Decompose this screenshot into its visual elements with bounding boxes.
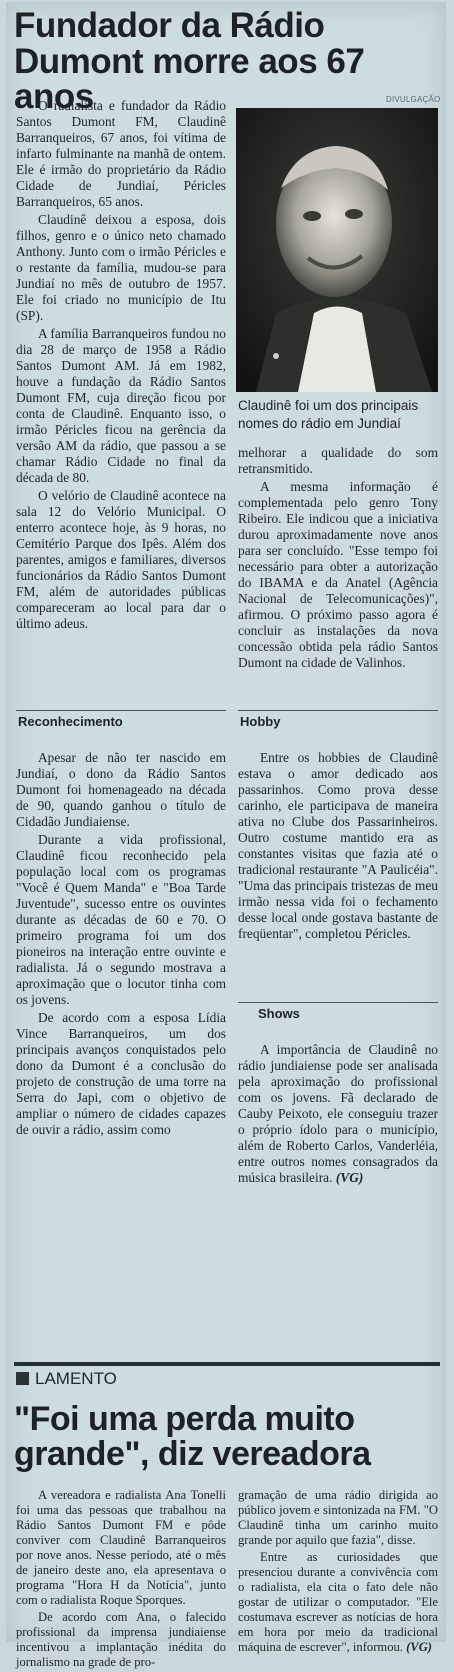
shows-paragraph xyxy=(238,1042,438,1186)
continuation-paragraph: A mesma informação é complementada pelo genro Tony Ribeiro. Ele indicou que a iniciativa durou aproximadamente nove anos para ser concluído. "Esse tempo foi necessário para obter a autorização do IBAMA e da Anatel (Agência Nacional de Telecomunicações)", afirmou. O próximo passo agora é concluir as instalações da nova concessão obtida pela rádio Santos Dumont na cidade de Valinhos. xyxy=(238,479,438,670)
section-divider xyxy=(16,710,226,711)
portrait-photo-image xyxy=(236,108,438,392)
author-signature: (VG) xyxy=(406,1640,432,1654)
portrait-photo xyxy=(236,108,438,392)
photo-credit: DIVULGAÇÃO xyxy=(386,95,441,104)
lead-column xyxy=(16,98,226,634)
right-column xyxy=(238,445,438,673)
article-separator xyxy=(14,1362,440,1366)
second-headline xyxy=(14,1402,434,1471)
square-bullet-icon xyxy=(16,1372,29,1385)
author-signature: (VG) xyxy=(335,1170,364,1185)
hobby-paragraph: Entre os hobbies de Claudinê estava o amor dedicado aos passarinhos. Como prova desse carinho, ele participava de maneira ativa no Clube dos Passarinheiros. Outro costume mantido era as constantes visitas que fazia até o tradicional restaurante "A Paulicéia". "Uma das principais tristezas de meu irmão nessa vida foi o fechamento desse local onde gostava bastante de freqüentar", completou Péricles. xyxy=(238,750,438,941)
second-paragraph: De acordo com Ana, o falecido profissional da imprensa jundiaiense incentivou a implantação inédita do jornalismo na grade de pro- xyxy=(16,1610,226,1669)
subhead-hobby: Hobby xyxy=(240,714,281,729)
second-headline-line2: grande", diz vereadora xyxy=(14,1434,371,1473)
lead-paragraph: Claudinê deixou a esposa, dois filhos, genro e o único neto chamado Anthony. Junto com o irmão Péricles e o restante da família, mudou-se para Jundiaí no mês de outubro de 1957. Ele foi criado no município de Itu (SP). xyxy=(16,212,226,323)
reconhecimento-column xyxy=(16,750,226,1140)
second-left-column xyxy=(16,1488,226,1672)
second-headline-line1: "Foi uma perda muito xyxy=(14,1400,355,1438)
section-divider xyxy=(238,1002,438,1003)
photo-caption: Claudinê foi um dos principais nomes do rádio em Jundiaí xyxy=(238,398,419,431)
kicker-label: LAMENTO xyxy=(35,1369,117,1388)
reconhecimento-paragraph: De acordo com a esposa Lídia Vince Barranqueiros, um dos principais avanços conquistados pelo dono da Dumont é a conclusão do projeto de construção de uma torre na Serra do Japi, com o objetivo de ampliar o número de cidades capazes de ouvir a rádio, assim como xyxy=(16,1010,226,1137)
main-headline-line1: Fundador da Rádio xyxy=(14,6,325,45)
reconhecimento-paragraph: Apesar de não ter nascido em Jundiaí, o dono da Rádio Santos Dumont foi homenageado na década de 90, quando ganhou o título de Cidadão Jundiaiense. xyxy=(16,750,226,829)
shows-text: A importância de Claudinê no rádio jundiaiense pode ser analisada pela aproximação do profissional com os jovens. Fã declarado de Cauby Peixoto, ele conseguiu trazer o próprio ídolo para o município, além de Roberto Carlos, Vanderléia, entre outros nomes consagrados da música brasileira. xyxy=(238,1042,438,1185)
newspaper-clipping xyxy=(6,2,446,1669)
second-paragraph: gramação de uma rádio dirigida ao público jovem e sintonizada na FM. "O Claudinê tinha um carinho muito grande por aquilo que fazia", disse. xyxy=(238,1488,438,1547)
lead-paragraph: O velório de Claudinê acontece na sala 12 do Velório Municipal. O enterro acontece hoje, às 9 horas, no Cemitério Parque dos Ipês. Além dos parentes, amigos e familiares, diversos funcionários da Rádio Santos Dumont FM, além de autoridades públicas compareceram ao local para dar o último adeus. xyxy=(16,488,226,631)
lead-paragraph: A família Barranqueiros fundou no dia 28 de março de 1958 a Rádio Santos Dumont AM. Já em 1982, houve a fundação da Rádio Santos Dumont FM, cuja direção ficou por conta de Claudinê. Enquanto isso, o irmão Péricles ficou na gerência da versão AM da rádio, que passou a se chamar Rádio Cidade no final da década de 80. xyxy=(16,326,226,485)
lead-paragraph: O radialista e fundador da Rádio Santos Dumont FM, Claudinê Barranqueiros, 67 anos, foi vítima de infarto fulminante na manhã de ontem. Ele é irmão do proprietário da Rádio Cidade de Jundiaí, Péricles Barranqueiros, 65 anos. xyxy=(16,98,226,209)
reconhecimento-paragraph: Durante a vida profissional, Claudinê ficou reconhecido pela população local com os programas "Você é Quem Manda" e "Boa Tarde Juventude", sucesso entre os ouvintes durante as décadas de 60 e 70. O primeiro programa foi um dos pioneiros na interação entre ouvinte e radialista. Já o segundo mostrava a aproximação que o locutor tinha com os jovens. xyxy=(16,832,226,1007)
section-kicker xyxy=(16,1369,117,1389)
main-headline-line2: Dumont morre aos 67 anos xyxy=(14,41,365,117)
continuation-paragraph: melhorar a qualidade do som retransmitido. xyxy=(238,445,438,476)
second-right-column xyxy=(238,1488,438,1657)
second-paragraph xyxy=(238,1550,438,1655)
second-paragraph-text: Entre as curiosidades que presenciou durante a convivência com o radialista, ela cita o fato dele não gostar de utilizar o computador. "Ele costumava escrever as notícias de hora em hora por meio da tradicional máquina de escrever", informou. xyxy=(238,1550,438,1654)
hobby-column xyxy=(238,750,438,944)
subhead-shows: Shows xyxy=(258,1006,300,1021)
section-divider xyxy=(238,710,438,711)
subhead-reconhecimento: Reconhecimento xyxy=(18,714,123,729)
second-paragraph: A vereadora e radialista Ana Tonelli foi uma das pessoas que trabalhou na Rádio Santos Dumont FM e pôde conviver com Claudinê Barranqueiros por nove anos. Nesse período, até o mês de janeiro deste ano, ela apresentava o programa "Hora H da Notícia", junto com o radialista Roque Sporques. xyxy=(16,1488,226,1607)
shows-column xyxy=(238,1042,438,1188)
